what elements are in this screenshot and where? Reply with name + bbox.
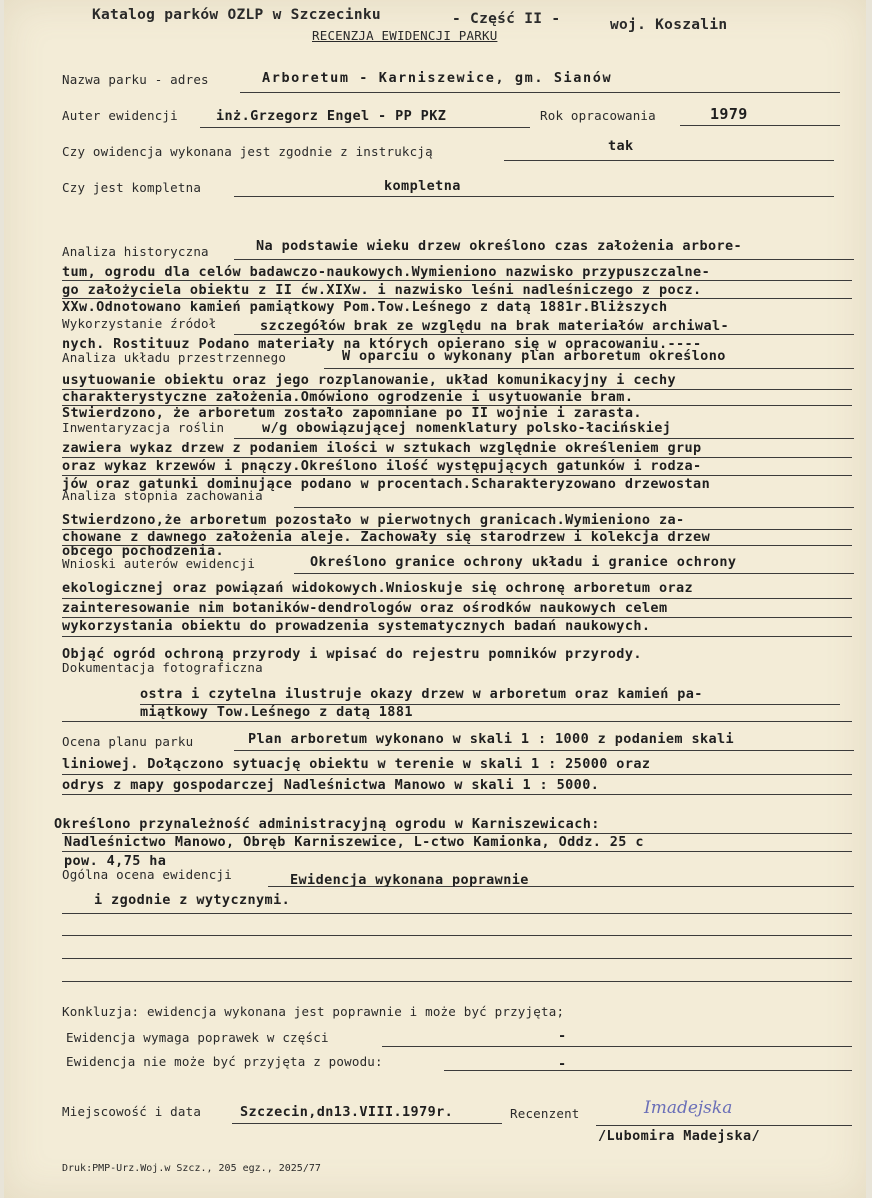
reviewer-name: /Lubomira Madejska/ xyxy=(598,1128,761,1144)
reviewer-label: Recenzent xyxy=(510,1106,580,1121)
inventory-rule-1 xyxy=(234,438,854,439)
reviewer-signature: Imadejska xyxy=(644,1098,733,1118)
sources-label: Wykorzystanie źródoł xyxy=(62,316,217,331)
overall-line-2: i zgodnie z wytycznymi. xyxy=(94,892,291,908)
preservation-line-3: obcego pochodzenia. xyxy=(62,543,225,559)
overall-rule-4 xyxy=(62,958,852,959)
inventory-line-1: w/g obowiązującej nomenklatury polsko-łacińskiej xyxy=(262,420,672,436)
inventory-rule-2 xyxy=(62,457,852,458)
conclusions-line-4: wykorzystania obiektu do prowadzenia systematycznych badań naukowych. xyxy=(62,618,651,634)
conclusion-corrections-rule xyxy=(382,1046,852,1047)
author-label: Auter ewidencji xyxy=(62,108,178,123)
conclusion-line-1: Konkluzja: ewidencja wykonana jest poprawnie i może być przyjęta; xyxy=(62,1004,565,1019)
photo-rule-2 xyxy=(62,721,852,722)
overall-rule-3 xyxy=(62,935,852,936)
spatial-rule-3 xyxy=(62,405,852,406)
conclusion-reject-rule xyxy=(444,1070,852,1071)
conclusions-rule-4 xyxy=(62,636,852,637)
historical-line-3: go założyciela obiektu z II ćw.XIXw. i nazwisko leśni nadleśniczego z pocz. xyxy=(62,282,702,298)
sources-rule-1 xyxy=(234,334,854,335)
admin-line-1: Określono przynależność administracyjną ogrodu w Karniszewicach: xyxy=(54,816,600,832)
year-line xyxy=(680,125,840,126)
instruction-value: tak xyxy=(608,138,634,154)
admin-line-2: Nadleśnictwo Manowo, Obręb Karniszewice, L-ctwo Kamionka, Oddz. 25 c xyxy=(64,834,644,850)
inventory-label: Inwentaryzacja roślin xyxy=(62,420,225,435)
conclusions-line-5: Objąć ogród ochroną przyrody i wpisać do rejestru pomników przyrody. xyxy=(62,646,642,662)
admin-line-3: pow. 4,75 ha xyxy=(64,853,167,869)
park-name-label: Nazwa parku - adres xyxy=(62,72,209,87)
conclusion-corrections-value: - xyxy=(558,1028,567,1044)
sources-line-2: nych. Rostituuz Podano materiały na których opierano się w opracowaniu.---- xyxy=(62,336,702,352)
photo-label: Dokumentacja fotograficzna xyxy=(62,660,263,675)
plan-rule-3 xyxy=(62,794,852,795)
park-name-value: Arboretum - Karniszewice, gm. Sianów xyxy=(262,70,613,86)
plan-line-2: liniowej. Dołączono sytuację obiektu w terenie w skali 1 : 25000 oraz xyxy=(62,756,651,772)
conclusions-rule-3 xyxy=(62,617,852,618)
complete-value: kompletna xyxy=(384,178,461,194)
conclusion-corrections-label: Ewidencja wymaga poprawek w części xyxy=(66,1030,329,1045)
author-line xyxy=(200,127,530,128)
sources-line-1: szczegółów brak ze względu na brak materiałów archiwal- xyxy=(260,318,730,334)
author-value: inż.Grzegorz Engel - PP PKZ xyxy=(216,108,447,124)
photo-line-2: miątkowy Tow.Leśnego z datą 1881 xyxy=(140,704,413,720)
preservation-rule-1 xyxy=(294,507,854,508)
plan-label: Ocena planu parku xyxy=(62,734,194,749)
preservation-rule-2 xyxy=(62,529,852,530)
overall-label: Ogólna ocena ewidencji xyxy=(62,867,232,882)
spatial-line-2: usytuowanie obiektu oraz jego rozplanowanie, układ komunikacyjny i cechy xyxy=(62,372,676,388)
conclusion-reject-label: Ewidencja nie może być przyjęta z powodu: xyxy=(66,1054,383,1069)
spatial-rule-1 xyxy=(324,368,854,369)
complete-label: Czy jest kompletna xyxy=(62,180,202,195)
photo-line-1: ostra i czytelna ilustruje okazy drzew w arboretum oraz kamień pa- xyxy=(140,686,703,702)
place-date-rule xyxy=(232,1123,502,1124)
spatial-label: Analiza układu przestrzennego xyxy=(62,350,287,365)
overall-line-1: Ewidencja wykonana poprawnie xyxy=(290,872,529,888)
form-subtitle: RECENZJA EWIDENCJI PARKU xyxy=(312,28,498,43)
conclusions-line-2: ekologicznej oraz powiązań widokowych.Wnioskuje się ochronę arboretum oraz xyxy=(62,580,694,596)
overall-rule-5 xyxy=(62,981,852,982)
historical-label: Analiza historyczna xyxy=(62,244,209,259)
preservation-label: Analiza stopnia zachowania xyxy=(62,488,263,503)
spatial-line-1: W oparciu o wykonany plan arboretum określono xyxy=(342,348,726,364)
historical-line-1: Na podstawie wieku drzew określono czas założenia arbore- xyxy=(256,238,743,254)
plan-line-3: odrys z mapy gospodarczej Nadleśnictwa Manowo w skali 1 : 5000. xyxy=(62,777,600,793)
conclusions-line-3: zainteresowanie nim botaników-dendrologów oraz ośrodków naukowych celem xyxy=(62,600,668,616)
historical-line-2: tum, ogrodu dla celów badawczo-naukowych.Wymieniono nazwisko przypuszczalne- xyxy=(62,264,711,280)
catalog-part: - Część II - xyxy=(452,11,561,27)
historical-line-4: XXw.Odnotowano kamień pamiątkowy Pom.Tow.Leśnego z datą 1881r.Bliższych xyxy=(62,299,668,315)
catalog-voivodeship: woj. Koszalin xyxy=(610,17,728,33)
historical-rule-2 xyxy=(62,280,852,281)
spatial-line-4: Stwierdzono, że arboretum zostało zapomniane po II wojnie i zarasta. xyxy=(62,405,642,421)
plan-rule-1 xyxy=(234,750,854,751)
overall-rule-2 xyxy=(62,913,852,914)
preservation-line-1: Stwierdzono,że arboretum pozostało w pierwotnych granicach.Wymieniono za- xyxy=(62,512,685,528)
instruction-line xyxy=(504,160,834,161)
place-date-value: Szczecin,dn13.VIII.1979r. xyxy=(240,1104,454,1120)
preservation-rule-3 xyxy=(62,545,852,546)
year-value: 1979 xyxy=(710,105,748,123)
overall-rule-1 xyxy=(268,886,854,887)
plan-rule-2 xyxy=(62,774,852,775)
conclusions-rule-2 xyxy=(62,598,852,599)
review-form-sheet xyxy=(4,0,866,1198)
historical-rule-3 xyxy=(62,298,852,299)
catalog-title: Katalog parków OZLP w Szczecinku xyxy=(92,7,381,23)
park-name-line xyxy=(240,92,840,93)
print-info: Druk:PMP-Urz.Woj.w Szcz., 205 egz., 2025/77 xyxy=(62,1163,321,1174)
instruction-label: Czy owidencja wykonana jest zgodnie z instrukcją xyxy=(62,144,433,159)
complete-line xyxy=(234,196,834,197)
inventory-rule-3 xyxy=(62,475,852,476)
photo-rule-1 xyxy=(140,704,840,705)
spatial-rule-2 xyxy=(62,389,852,390)
spatial-line-3: charakterystyczne założenia.Omówiono ogrodzenie i usytuowanie bram. xyxy=(62,389,634,405)
reviewer-rule xyxy=(596,1125,852,1126)
conclusions-label: Wnioski auterów ewidencji xyxy=(62,556,256,571)
inventory-line-3: oraz wykaz krzewów i pnączy.Określono ilość występujących gatunków i rodza- xyxy=(62,458,702,474)
admin-rule-1 xyxy=(62,833,852,834)
historical-rule-1 xyxy=(234,259,854,260)
plan-line-1: Plan arboretum wykonano w skali 1 : 1000 z podaniem skali xyxy=(248,731,735,747)
conclusions-rule-1 xyxy=(294,573,854,574)
conclusions-line-1: Określono granice ochrony układu i granice ochrony xyxy=(310,554,737,570)
place-date-label: Miejscowość i data xyxy=(62,1104,202,1119)
inventory-line-4: jów oraz gatunki dominujące podano w procentach.Scharakteryzowano drzewostan xyxy=(62,476,711,492)
preservation-line-2: chowane z dawnego założenia aleje. Zachowały się starodrzew i kolekcja drzew xyxy=(62,529,711,545)
admin-rule-2 xyxy=(62,851,852,852)
year-label: Rok opracowania xyxy=(540,108,656,123)
conclusion-reject-value: - xyxy=(558,1056,567,1072)
inventory-line-2: zawiera wykaz drzew z podaniem ilości w sztukach względnie określeniem grup xyxy=(62,440,702,456)
